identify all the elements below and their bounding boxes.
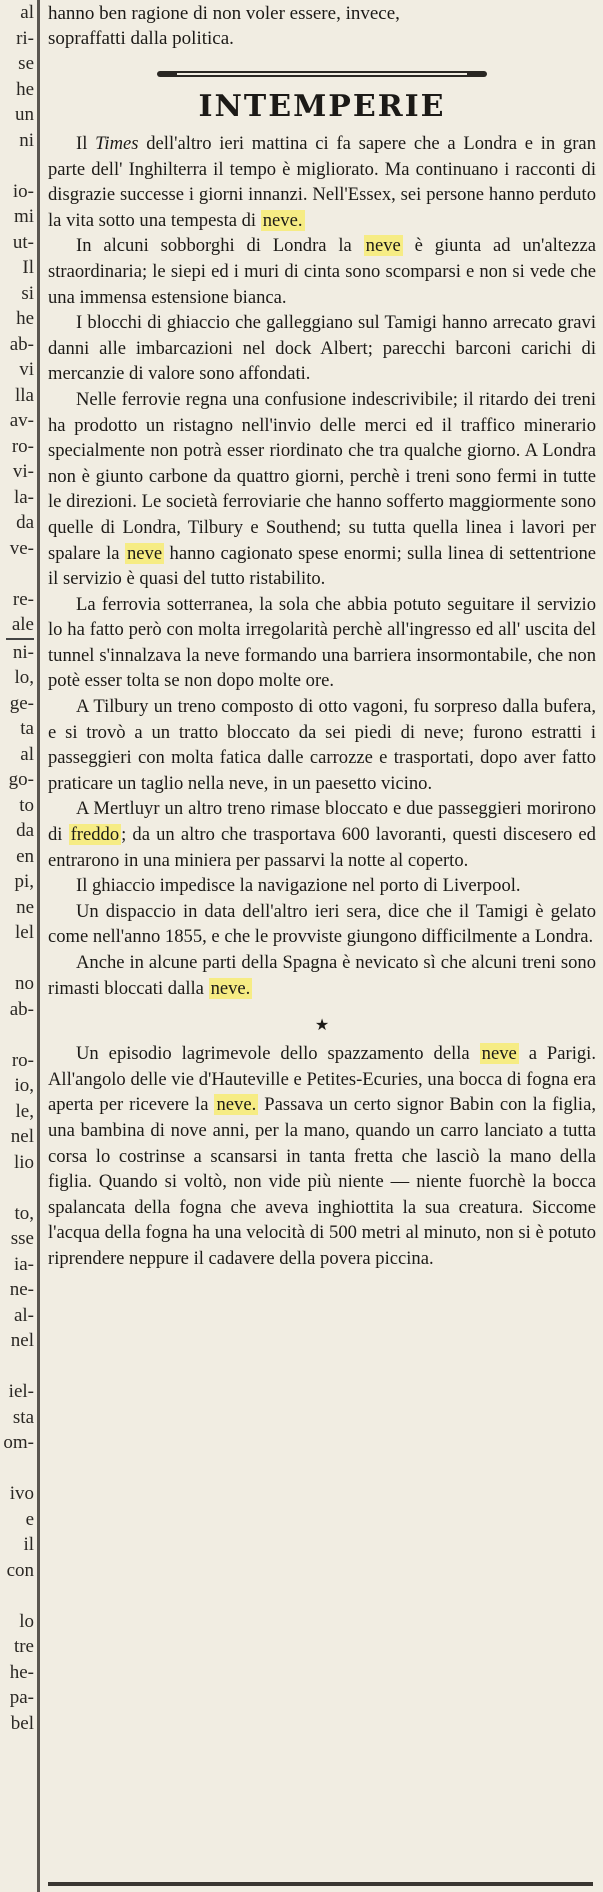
adjacent-column-fragment: sse: [10, 1228, 34, 1249]
adjacent-column-fragment: ro-: [11, 1049, 34, 1071]
adjacent-column-fragment: [0, 1583, 36, 1609]
adjacent-column-fragment: vi: [19, 359, 34, 380]
adjacent-column-fragment: [0, 946, 36, 972]
paragraph-8: Il ghiaccio impedisce la navigazione nel porto di Liverpool.: [76, 875, 521, 897]
article-column: [48, 0, 596, 1892]
adjacent-column-fragment: [0, 1175, 36, 1201]
highlighted-term: neve: [365, 235, 401, 257]
adjacent-column-fragment: ro-: [11, 435, 34, 457]
adjacent-column-fragment: ut-: [12, 231, 34, 253]
adjacent-column-fragment: go-: [8, 769, 34, 790]
adjacent-column-fragment: e: [25, 1508, 34, 1530]
adjacent-column-fragment: re-: [12, 588, 34, 610]
adjacent-column-fragment: lel: [15, 922, 34, 943]
adjacent-column-fragment: Il: [22, 257, 34, 278]
adjacent-column-fragment: al: [20, 2, 34, 23]
paragraph-11: Un episodio lagrimevole dello spazzamento della neve a Parigi. All'angolo delle vie d'Hauteville e Petites-Ecuries, una bocca di fogna era aperta per ricevere la neve. Passava un certo signor Babin con la figlia, una bambina di nove anni, per la mano, quando un carro lanciato a tutta corsa lo costrinse a scansarsi in tanta fretta che lasciò la mano della figlia. Quando si voltò, non vide più niente — niente fuorchè la bocca spalancata della fogna che aveva inghiottita la sua creatura. Siccome l'acqua della fogna ha una velocità di 500 metri al minuto, non si è potuto riprendere neppure il cadavere della povera piccina.: [48, 1043, 596, 1269]
adjacent-column-fragment: sta: [12, 1406, 34, 1428]
adjacent-column-fragment: to: [19, 794, 34, 816]
adjacent-column-fragment: he: [16, 78, 34, 100]
adjacent-column-fragment: en: [16, 845, 34, 867]
adjacent-column-fragment: la-: [13, 486, 34, 508]
adjacent-column-fragment: ne-: [9, 1279, 34, 1300]
paragraph-10: Anche in alcune parti della Spagna è nevicato sì che alcuni treni sono rimasti bloccati dalla neve.: [48, 952, 596, 999]
adjacent-column-fragment: pi,: [14, 871, 34, 892]
adjacent-column-fragment: om-: [3, 1432, 34, 1453]
adjacent-column-fragment: vi-: [12, 461, 34, 482]
adjacent-column-fragment: ge-: [9, 692, 34, 714]
adjacent-column-fragment: [0, 1022, 36, 1048]
paragraph-9: Un dispaccio in data dell'altro ieri sera, dice che il Tamigi è gelato come nell'anno 1855, e che le provviste giungono difficilmente a Londra.: [48, 900, 596, 948]
paragraph-6: A Tilbury un treno composto di otto vagoni, fu sorpreso dalla bufera, e si trovò a un tratto bloccato da sei piedi di neve; furono estratti i passeggieri con molta fatica dalle carrozze e trasportati, dopo aver fatto praticare un taglio nella neve, in un paesetto vicino.: [48, 696, 596, 794]
adjacent-column-fragment: io-: [12, 180, 34, 202]
newspaper-name: Times: [95, 133, 139, 154]
adjacent-column-fragment: ni-: [12, 641, 34, 663]
previous-article-tail: [48, 0, 596, 51]
previous-article-line: hanno ben ragione di non voler essere, invece,: [48, 3, 400, 24]
adjacent-column-fragment: nel: [10, 1330, 34, 1351]
paragraph-1: Il Times dell'altro ieri mattina ci fa sapere che a Londra e in gran parte dell' Inghilterra il tempo è migliorato. Ma continuano i racconti di disgrazie successe i giorni innanzi. Nell'Essex, sei persone hanno perduto la vita sotto una tempesta di neve.: [48, 133, 596, 231]
adjacent-column-fragment: av-: [9, 410, 34, 431]
adjacent-column-fragment: mi: [13, 206, 34, 227]
paragraph-7: A Mertluyr un altro treno rimase bloccato e due passeggieri morirono di freddo ; da un altro che trasportava 600 lavoranti, questi discesero ed entrarono in una miniera per passarvi la notte al coperto.: [48, 798, 596, 871]
adjacent-column-fragment: to,: [14, 1202, 34, 1224]
highlighted-term: neve.: [210, 977, 251, 999]
adjacent-column-fragment: si: [21, 282, 34, 304]
adjacent-column-fragment: ivo: [9, 1483, 34, 1504]
adjacent-column-fragment: le,: [15, 1100, 34, 1122]
adjacent-column-fragment: da: [16, 820, 34, 841]
adjacent-column-fragment: lo: [19, 1610, 34, 1632]
highlighted-term: neve: [126, 542, 163, 564]
adjacent-column-fragment: iel-: [8, 1381, 34, 1402]
adjacent-column-fragment: ia-: [13, 1253, 34, 1275]
adjacent-column-fragment: da: [16, 512, 34, 533]
adjacent-column-fragment: [0, 153, 36, 179]
adjacent-column-fragment: il: [23, 1534, 34, 1555]
adjacent-column-fragment: bel: [10, 1712, 34, 1734]
adjacent-column-fragment: he: [16, 308, 34, 329]
adjacent-column-fragment: [0, 1354, 36, 1380]
adjacent-column-fragment: ab-: [9, 998, 34, 1020]
adjacent-column-fragment: tre: [13, 1636, 34, 1657]
adjacent-column-fragment: al-: [13, 1304, 34, 1326]
previous-article-line: sopraffatti dalla politica.: [48, 28, 234, 49]
adjacent-column-fragment: lla: [15, 384, 34, 406]
adjacent-column-fragment: he-: [9, 1661, 34, 1683]
highlighted-term: neve.: [216, 1094, 257, 1116]
adjacent-column-fragment: [0, 561, 36, 587]
adjacent-column-fragment: io,: [14, 1075, 34, 1096]
article-title: INTEMPERIE: [198, 89, 446, 124]
section-ornament-rule: [157, 67, 487, 81]
adjacent-column-fragment: lo,: [14, 667, 34, 688]
adjacent-column-fragment: ale: [11, 614, 34, 635]
adjacent-column-fragment: [0, 1456, 36, 1482]
highlighted-term: neve.: [262, 209, 303, 231]
section-star-separator: ★: [314, 1017, 330, 1035]
adjacent-column-fragment: no: [15, 973, 34, 994]
adjacent-column-fragments: [0, 0, 36, 1892]
adjacent-column-fragment: con: [6, 1559, 34, 1581]
highlighted-term: neve: [481, 1043, 517, 1065]
highlighted-term: freddo: [70, 824, 120, 846]
adjacent-column-fragment: ni: [19, 129, 34, 151]
bottom-rule: [48, 1882, 593, 1886]
adjacent-column-fragment: se: [18, 53, 34, 74]
paragraph-3: I blocchi di ghiaccio che galleggiano sul Tamigi hanno arrecato gravi danni alle imbarcazioni nel dock Albert; parecchi barconi carichi di mercanzie di valore sono affondati.: [48, 312, 596, 385]
adjacent-column-fragment: ta: [20, 718, 34, 739]
adjacent-column-fragment: pa-: [9, 1687, 34, 1708]
paragraph-5: La ferrovia sotterranea, la sola che abbia potuto seguitare il servizio lo ha fatto però con molta irregolarità perchè all'ingresso ed all' uscita del tunnel s'innalzava la neve formando una barriera insormontabile, che non potè esser tolta se non dopo molte ore.: [48, 593, 596, 692]
adjacent-column-fragment: al: [20, 743, 34, 765]
adjacent-column-fragment: nel: [10, 1126, 34, 1147]
adjacent-column-fragment: ri-: [16, 27, 34, 49]
adjacent-column-fragment: lio: [13, 1151, 34, 1173]
adjacent-column-fragment: ve-: [9, 537, 34, 559]
adjacent-column-fragment: un: [15, 104, 34, 125]
column-divider: [37, 0, 40, 1892]
adjacent-column-fragment: ab-: [9, 333, 34, 355]
paragraph-4: Nelle ferrovie regna una confusione indescrivibile; il ritardo dei treni ha prodotto un ristagno nell'invio delle merci ed il traffico minerario specialmente non potrà esser riordinato che tra qualche giorno. A Londra non è giunto carbone da quattro giorni, perchè i treni sono fermi in tutte le direzioni. Le società ferroviarie che hanno sofferto maggiormente sono quelle di Londra, Tilbury e Southend; su tutta quella linea i lavori per spalare la neve hanno cagionato spese enormi; sulla linea di settentrione il servizio è quasi del tutto ristabilito.: [48, 388, 596, 590]
adjacent-column-fragment: ne: [16, 896, 34, 918]
paragraph-2: In alcuni sobborghi di Londra la neve è giunta ad un'altezza straordinaria; le siepi ed i muri di cinta sono scomparsi e non si vede che una immensa estensione bianca.: [48, 235, 596, 308]
